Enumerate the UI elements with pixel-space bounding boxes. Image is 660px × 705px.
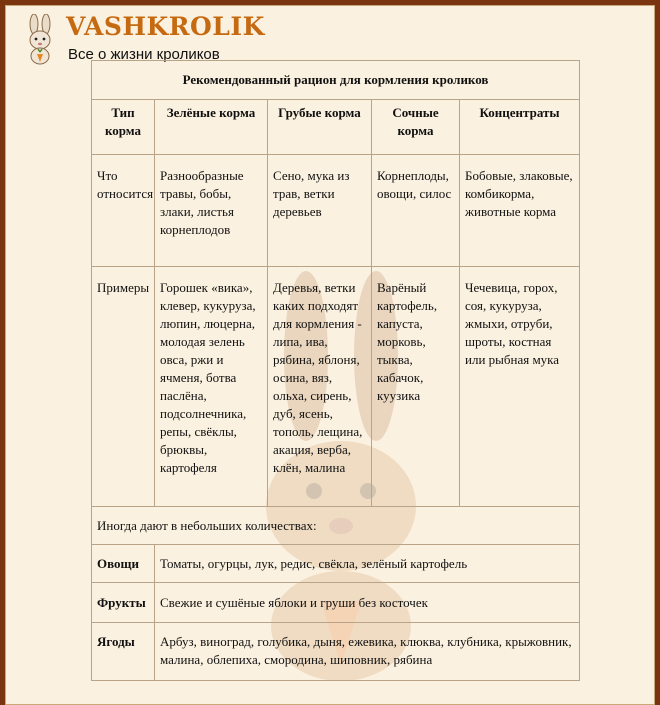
- site-tagline: Все о жизни кроликов: [68, 46, 220, 63]
- extra-value: Арбуз, виноград, голубика, дыня, ежевика, клюква, клубника, крыжовник, малина, облепиха, смородина, шиповник, рябина: [155, 623, 580, 681]
- row-label: Примеры: [92, 267, 155, 507]
- ration-table: [91, 60, 580, 681]
- extra-row: [92, 623, 580, 681]
- header-cell: Тип корма: [92, 100, 155, 155]
- table-cell: Деревья, ветки каких подходят для кормления - липа, ива, рябина, яблоня, осина, вяз, ольха, сирень, дуб, ясень, тополь, лещина, акация, верба, клён, малина: [268, 267, 372, 507]
- table-cell: Варёный картофель, капуста, морковь, тыква, кабачок, куузика: [372, 267, 460, 507]
- note-row: [92, 507, 580, 545]
- table-row: [92, 155, 580, 267]
- extra-row: [92, 583, 580, 623]
- table-cell: Корнеплоды, овощи, силос: [372, 155, 460, 267]
- table-cell: Бобовые, злаковые, комбикорма, животные корма: [460, 155, 580, 267]
- table-cell: Горошек «вика», клевер, кукуруза, люпин, люцерна, молодая зелень овса, ржи и ячменя, ботва паслёна, подсолнечника, репы, свёклы, брюквы, картофеля: [155, 267, 268, 507]
- table-header-row: [92, 100, 580, 155]
- table-cell: Разнообразные травы, бобы, злаки, листья корнеплодов: [155, 155, 268, 267]
- row-label: Что относится: [92, 155, 155, 267]
- extra-row: [92, 545, 580, 583]
- extra-label: Фрукты: [92, 583, 155, 623]
- table-cell: Сено, мука из трав, ветки деревьев: [268, 155, 372, 267]
- extra-value: Томаты, огурцы, лук, редис, свёкла, зелёный картофель: [155, 545, 580, 583]
- extra-value: Свежие и сушёные яблоки и груши без косточек: [155, 583, 580, 623]
- note-text: Иногда дают в небольших количествах:: [92, 507, 580, 545]
- header-cell: Зелёные корма: [155, 100, 268, 155]
- header-cell: Сочные корма: [372, 100, 460, 155]
- header-cell: Грубые корма: [268, 100, 372, 155]
- table-row: [92, 267, 580, 507]
- extra-label: Овощи: [92, 545, 155, 583]
- header-cell: Концентраты: [460, 100, 580, 155]
- table-cell: Чечевица, горох, соя, кукуруза, жмыхи, отруби, шроты, костная или рыбная мука: [460, 267, 580, 507]
- table-title: Рекомендованный рацион для кормления кроликов: [92, 61, 580, 100]
- site-brand[interactable]: VASHKROLIK: [66, 12, 265, 41]
- extra-label: Ягоды: [92, 623, 155, 681]
- rabbit-logo-icon[interactable]: [20, 14, 60, 66]
